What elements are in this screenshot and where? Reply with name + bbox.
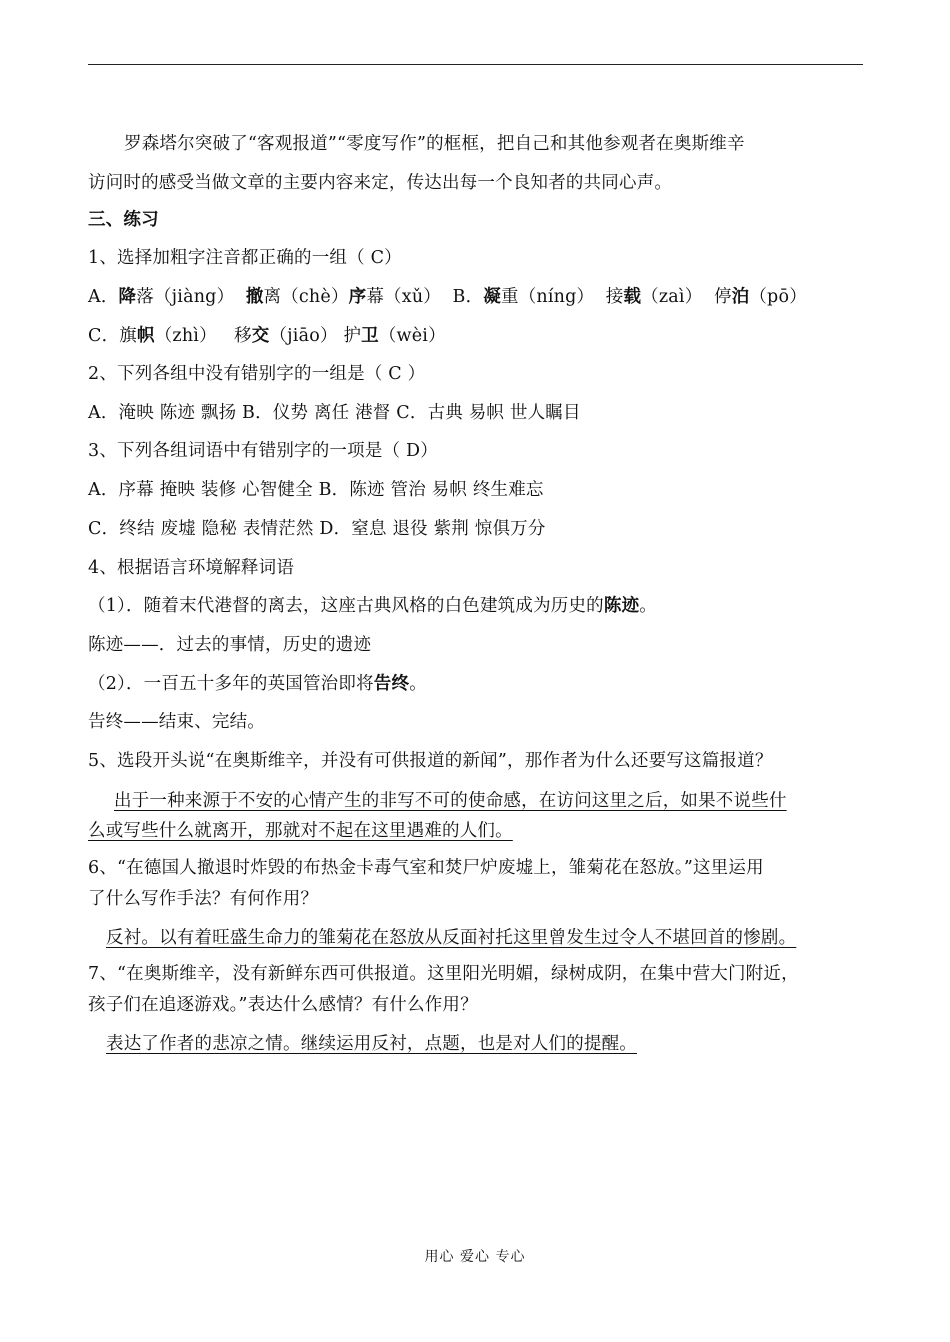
q5-stem: 5、选段开头说“在奥斯维辛，并没有可供报道的新闻”，那作者为什么还要写这篇报道？ xyxy=(88,751,773,771)
q1-stem: 1、选择加粗字注音都正确的一组（ C） xyxy=(88,248,402,268)
bold-char: 载 xyxy=(623,287,642,307)
q6-answer: 反衬。以有着旺盛生命力的雏菊花在怒放从反面衬托这里曾发生过令人不堪回首的惨剧。 xyxy=(106,928,797,948)
option-text: 重（níng） 接 xyxy=(501,287,624,307)
q1-options-ab xyxy=(88,286,868,308)
q4-sentence-1 xyxy=(88,595,868,617)
q4-stem: 4、根据语言环境解释词语 xyxy=(88,558,295,578)
q7-answer: 表达了作者的悲凉之情。继续运用反衬，点题，也是对人们的提醒。 xyxy=(106,1034,637,1054)
option-text: 离（chè） xyxy=(263,287,349,307)
q5-answer-line-2: 么或写些什么就离开，那就对不起在这里遇难的人们。 xyxy=(88,821,513,841)
bold-char: 交 xyxy=(251,326,270,346)
option-text: （zhì） 移 xyxy=(154,326,252,346)
q3-options-cd: C．终结 废墟 隐秘 表情茫然 D．窒息 退役 紫荆 惊俱万分 xyxy=(88,519,546,539)
q4-s2-end: 。 xyxy=(409,674,427,694)
bold-char: 卫 xyxy=(361,326,379,346)
bold-char: 泊 xyxy=(731,287,750,307)
option-text: （pō） xyxy=(749,287,807,307)
option-text: 落（jiàng） xyxy=(136,287,246,307)
option-text: （zaì） 停 xyxy=(641,287,732,307)
q4-s1-end: 。 xyxy=(639,596,657,616)
intro-line-1: 罗森塔尔突破了“客观报道”“零度写作”的框框，把自己和其他参观者在奥斯维辛 xyxy=(124,134,745,154)
q7-stem-line-2: 孩子们在追逐游戏。”表达什么感情？有什么作用？ xyxy=(88,995,478,1015)
q4-answer-1: 陈迹——．过去的事情，历史的遗迹 xyxy=(88,635,372,655)
bold-char: 撤 xyxy=(245,287,264,307)
option-text: （jiāo） 护 xyxy=(269,326,362,346)
bold-char: 凝 xyxy=(483,287,501,307)
section-title: 三、练习 xyxy=(88,210,159,230)
page-footer: 用心 爱心 专心 xyxy=(424,1249,526,1265)
q4-sentence-2 xyxy=(88,673,868,695)
q4-answer-2: 告终——结束、完结。 xyxy=(88,712,265,732)
q4-s1-text: （1）．随着末代港督的离去，这座古典风格的白色建筑成为历史的 xyxy=(88,596,604,616)
q7-stem-line-1: 7、“在奥斯维辛，没有新鲜东西可供报道。这里阳光明媚，绿树成阴，在集中营大门附近， xyxy=(88,964,799,984)
q2-stem: 2、下列各组中没有错别字的一组是（ C ） xyxy=(88,364,426,384)
q4-s2-text: （2）．一百五十多年的英国管治即将 xyxy=(88,674,374,694)
q1-options-c xyxy=(88,325,868,347)
q2-options: A．淹映 陈迹 飘扬 B．仪势 离任 港督 C．古典 易帜 世人瞩目 xyxy=(88,403,581,423)
intro-line-2: 访问时的感受当做文章的主要内容来定，传达出每一个良知者的共同心声。 xyxy=(88,173,673,193)
bold-char: 序 xyxy=(348,287,367,307)
bold-char: 帜 xyxy=(137,326,155,346)
option-text: （wèi） xyxy=(378,326,446,346)
q3-stem: 3、下列各组词语中有错别字的一项是（ D） xyxy=(88,441,438,461)
header-rule xyxy=(88,64,863,65)
bold-char: 降 xyxy=(118,287,137,307)
q5-answer-line-1: 出于一种来源于不安的心情产生的非写不可的使命感，在访问这里之后，如果不说些什 xyxy=(114,791,787,811)
option-text: A． xyxy=(88,287,119,307)
q4-s1-term: 陈迹 xyxy=(603,596,640,616)
option-text: C．旗 xyxy=(88,326,137,346)
q3-options-ab: A．序幕 掩映 装修 心智健全 B．陈迹 管治 易帜 终生难忘 xyxy=(88,480,544,500)
q4-s2-term: 告终 xyxy=(373,674,410,694)
option-text: 幕（xǔ） B． xyxy=(366,287,484,307)
q6-stem-line-2: 了什么写作手法？有何作用？ xyxy=(88,889,319,909)
q6-stem-line-1: 6、“在德国人撤退时炸毁的布热金卡毒气室和焚尸炉废墟上，雏菊花在怒放。”这里运用 xyxy=(88,858,764,878)
